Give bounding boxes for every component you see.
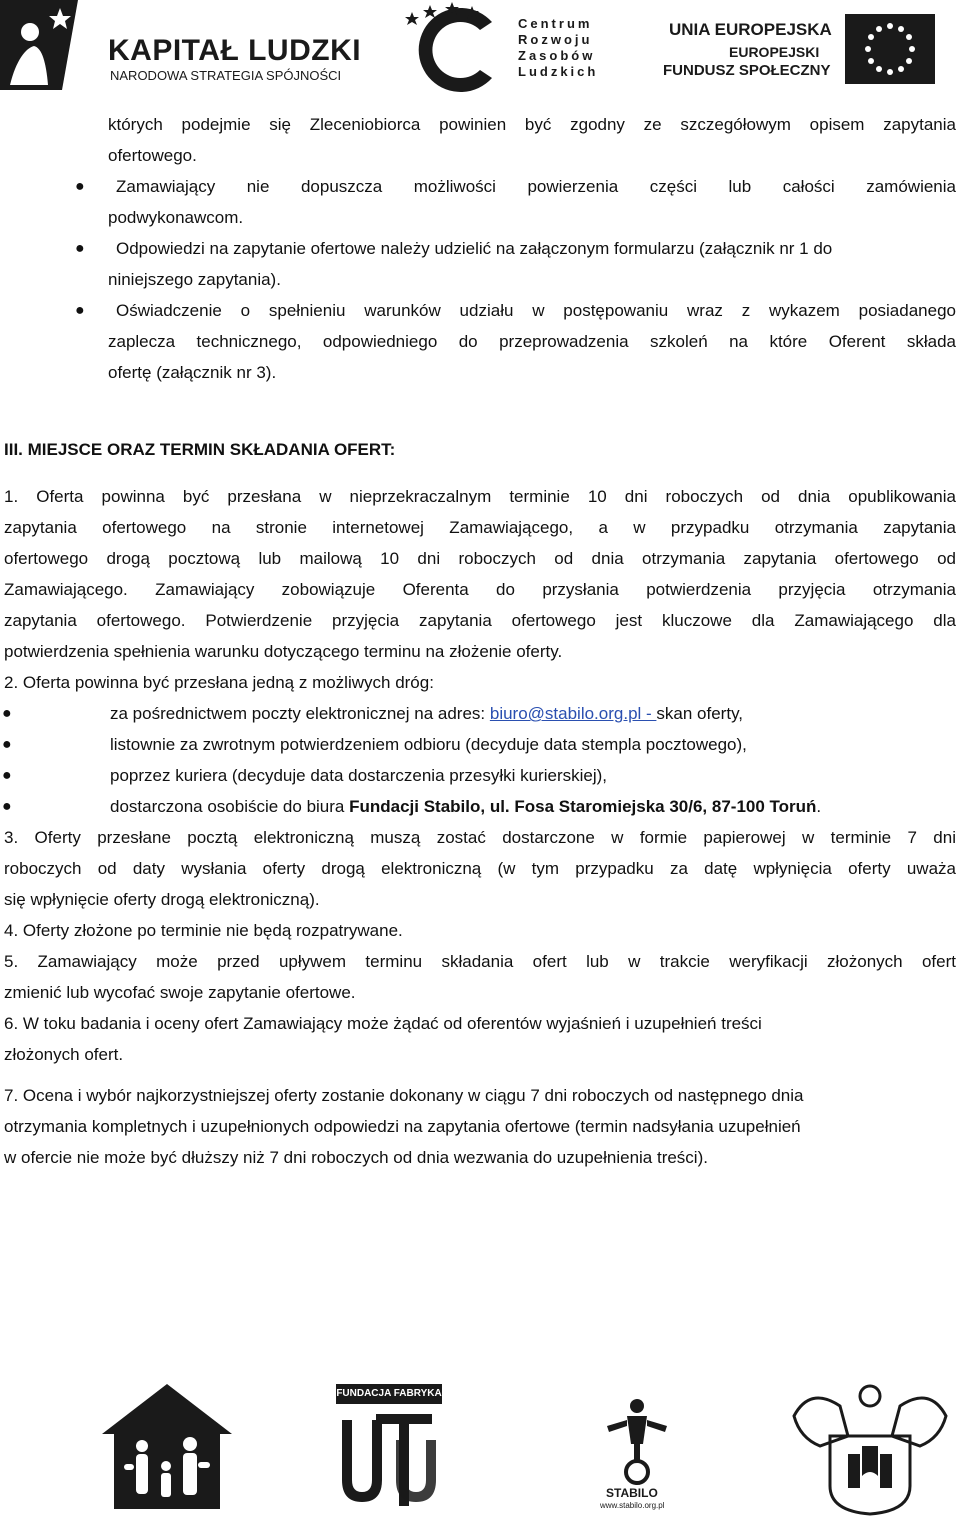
paragraph-4: 4. Oferty złożone po terminie nie będą rozpatrywane. xyxy=(4,921,403,940)
paragraph-1 xyxy=(4,481,956,667)
centrum-rozwoju-logo xyxy=(400,0,600,95)
crzl-line-3: Zasobów xyxy=(518,48,596,63)
paragraph-7 xyxy=(4,1080,956,1173)
crzl-line-2: Rozwoju xyxy=(518,32,593,47)
paragraph-line: 5. Zamawiający może przed upływem terminu składania ofert lub w trakcie weryfikacji złożonych ofert xyxy=(4,952,956,971)
kapital-ludzki-title: KAPITAŁ LUDZKI xyxy=(108,34,362,67)
bullet-line: niniejszego zapytania). xyxy=(108,270,281,289)
paragraph-line: ofertowego drogą pocztową lub mailową 10 dni roboczych od dnia otrzymania zapytania ofertowego od xyxy=(4,549,956,568)
spacer xyxy=(4,465,956,481)
delivery-option-courier xyxy=(4,760,956,791)
bullet-line: Zamawiający nie dopuszcza możliwości powierzenia części lub całości zamówienia xyxy=(116,177,956,196)
email-prefix: za pośrednictwem poczty elektronicznej na adres: xyxy=(110,704,490,723)
bullet-icon: ● xyxy=(75,178,85,195)
email-suffix: skan oferty, xyxy=(656,704,744,723)
kapital-ludzki-subtitle: NARODOWA STRATEGIA SPÓJNOŚCI xyxy=(110,68,342,83)
bullet-line: Oświadczenie o spełnieniu warunków udziału w postępowaniu wraz z wykazem posiadanego xyxy=(116,301,956,320)
unia-europejska-logo xyxy=(655,8,955,88)
family-house-logo xyxy=(92,1374,242,1514)
stabilo-unicycle-icon xyxy=(597,1396,677,1486)
personal-suffix: . xyxy=(816,797,822,816)
bullet-icon: ● xyxy=(75,302,85,319)
bullet-line: zaplecza technicznego, odpowiedniego do przeprowadzenia szkoleń na które Oferent składa xyxy=(108,332,956,351)
paragraph-line: w ofercie nie może być dłuższy niż 7 dni roboczych od dnia wezwania do uzupełnienia treści). xyxy=(4,1148,708,1167)
bullet-line: Odpowiedzi na zapytanie ofertowe należy udzielić na załączonym formularzu (załącznik nr 1 do xyxy=(116,239,833,258)
paragraph-line: zapytania ofertowego na stronie internetowej Zamawiającego, a w przypadku otrzymania zapytania xyxy=(4,518,956,537)
continued-item-line-2: ofertowego. xyxy=(108,146,197,165)
paragraph-line: się wpłynięcie oferty drogą elektroniczną). xyxy=(4,890,320,909)
eu-flag-icon xyxy=(845,14,935,84)
kapital-ludzki-logo xyxy=(0,0,362,90)
paragraph-line: zapytania ofertowego. Potwierdzenie przyjęcia zapytania ofertowego jest kluczowe dla Zamawiającego dla xyxy=(4,611,956,630)
email-link[interactable]: biuro@stabilo.org.pl - xyxy=(489,704,657,723)
paragraph-line: roboczych od daty wysłania oferty drogą elektroniczną (w tym przypadku za datę wpłynięcia oferty uważa xyxy=(4,859,956,878)
paragraph-line: złożonych ofert. xyxy=(4,1045,124,1064)
document-body xyxy=(4,109,956,1173)
bullet-icon: ● xyxy=(2,736,12,753)
fabryka-emblem-icon xyxy=(336,1410,446,1510)
stabilo-url: www.stabilo.org.pl xyxy=(600,1501,665,1510)
office-address: Fundacji Stabilo, ul. Fosa Staromiejska 30/6, 87-100 Toruń xyxy=(349,797,817,816)
bullet-line: ofertę (załącznik nr 3). xyxy=(108,363,277,382)
bullet-line: podwykonawcom. xyxy=(108,208,244,227)
delivery-line: poprzez kuriera (decyduje data dostarczenia przesyłki kurierskiej), xyxy=(110,766,607,785)
delivery-line xyxy=(4,698,956,729)
ue-line-2: EUROPEJSKI xyxy=(729,44,820,60)
paragraph-5 xyxy=(4,946,956,1008)
paragraph-line: Zamawiającego. Zamawiający zobowiązuje Oferenta do przysłania potwierdzenia przyjęcia otrzymania xyxy=(4,580,956,599)
delivery-line xyxy=(4,791,956,822)
continued-item-line-1: których podejmie się Zleceniobiorca powinien być zgodny ze szczegółowym opisem zapytania xyxy=(108,115,956,134)
spacer xyxy=(4,388,956,434)
ue-line-1: UNIA EUROPEJSKA xyxy=(669,20,832,39)
crzl-line-4: Ludzkich xyxy=(518,64,599,79)
paragraph-2-intro: 2. Oferta powinna być przesłana jedną z możliwych dróg: xyxy=(4,673,434,692)
delivery-line: listownie za zwrotnym potwierdzeniem odbioru (decyduje data stempla pocztowego), xyxy=(110,735,747,754)
bullet-icon: ● xyxy=(75,240,85,257)
ue-line-3: FUNDUSZ SPOŁECZNY xyxy=(663,62,831,79)
paragraph-line: otrzymania kompletnych i uzupełnionych odpowiedzi na zapytania ofertowe (termin nadsyłania uzupełnień xyxy=(4,1117,801,1136)
section-heading: III. MIEJSCE ORAZ TERMIN SKŁADANIA OFERT: xyxy=(4,440,396,459)
paragraph-6 xyxy=(4,1008,956,1070)
delivery-option-post xyxy=(4,729,956,760)
delivery-option-personal xyxy=(4,791,956,822)
bullet-icon: ● xyxy=(2,705,12,722)
bullet-item-subcontracting xyxy=(4,171,956,233)
kapital-ludzki-emblem-icon xyxy=(0,0,100,90)
crzl-line-1: Centrum xyxy=(518,16,593,31)
torun-coat-of-arms-icon xyxy=(790,1376,950,1516)
paragraph-line: 7. Ocena i wybór najkorzystniejszej oferty zostanie dokonany w ciągu 7 dni roboczych od następnego dnia xyxy=(4,1086,804,1105)
crzl-emblem-icon xyxy=(400,0,520,95)
paragraph-line: zmienić lub wycofać swoje zapytanie ofertowe. xyxy=(4,983,356,1002)
delivery-option-email xyxy=(4,698,956,729)
fundacja-fabryka-logo xyxy=(336,1384,446,1514)
paragraph-line: 1. Oferta powinna być przesłana w nieprzekraczalnym terminie 10 dni roboczych od dnia opublikowania xyxy=(4,487,956,506)
spacer xyxy=(4,1070,956,1080)
personal-prefix: dostarczona osobiście do biura xyxy=(110,797,350,816)
paragraph-line: 3. Oferty przesłane pocztą elektroniczną muszą zostać dostarczone w formie papierowej w terminie 7 dni xyxy=(4,828,956,847)
bullet-icon: ● xyxy=(2,767,12,784)
stabilo-logo xyxy=(582,1396,692,1514)
fabryka-label: FUNDACJA FABRYKA xyxy=(336,1384,442,1404)
bullet-item-form xyxy=(4,233,956,295)
stabilo-label: STABILO xyxy=(606,1486,658,1500)
paragraph-line: potwierdzenia spełnienia warunku dotyczącego terminu na złożenie oferty. xyxy=(4,642,563,661)
bullet-item-statement xyxy=(4,295,956,388)
paragraph-3 xyxy=(4,822,956,915)
paragraph-line: 6. W toku badania i oceny ofert Zamawiający może żądać od oferentów wyjaśnień i uzupełnień treści xyxy=(4,1014,762,1033)
bullet-icon: ● xyxy=(2,798,12,815)
